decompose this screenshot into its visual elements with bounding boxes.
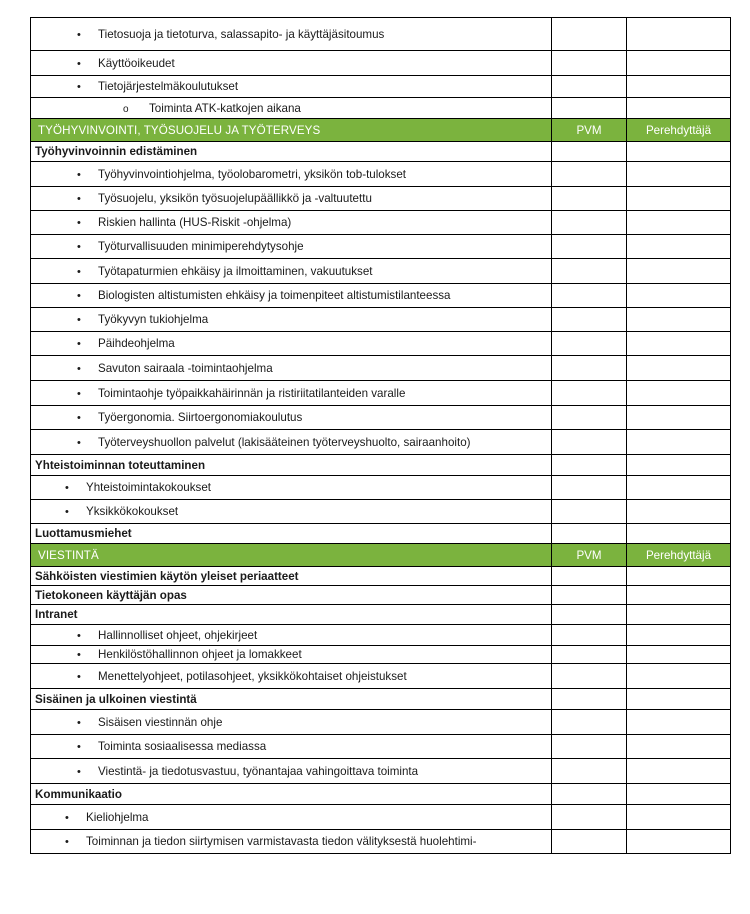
checklist-item-row (31, 646, 731, 664)
item-text: Tietosuoja ja tietoturva, salassapito- ja käyttäjäsitoumus (98, 27, 385, 41)
bullet-icon (77, 80, 89, 93)
date-cell[interactable] (552, 500, 627, 524)
date-cell[interactable] (552, 476, 627, 500)
date-cell[interactable] (552, 235, 627, 259)
date-cell[interactable] (552, 76, 627, 98)
instructor-cell[interactable] (627, 500, 731, 524)
date-cell[interactable] (552, 625, 627, 646)
checklist-item-row (31, 805, 731, 830)
checklist-item-row (31, 18, 731, 51)
subheading-row (31, 689, 731, 710)
subheading-text: Intranet (31, 605, 552, 625)
checklist-item-row (31, 406, 731, 430)
checklist-item-row (31, 259, 731, 284)
instructor-cell[interactable] (627, 710, 731, 735)
date-cell[interactable] (552, 784, 627, 805)
checklist-item-row (31, 162, 731, 187)
checklist-item-row (31, 476, 731, 500)
checklist-item-row (31, 735, 731, 759)
bullet-icon (77, 57, 89, 70)
date-cell[interactable] (552, 759, 627, 784)
bullet-icon (65, 811, 77, 824)
bullet-icon (77, 216, 89, 229)
instructor-cell[interactable] (627, 784, 731, 805)
bullet-icon (77, 629, 89, 642)
date-cell[interactable] (552, 356, 627, 381)
subheading-text: Luottamusmiehet (31, 524, 552, 544)
checklist-item-row (31, 51, 731, 76)
subheading-text: Yhteistoiminnan toteuttaminen (31, 455, 552, 476)
date-cell[interactable] (552, 284, 627, 308)
item-text: Biologisten altistumisten ehkäisy ja toimenpiteet altistumistilanteessa (98, 289, 451, 302)
subheading-text: Sähköisten viestimien käytön yleiset periaatteet (31, 567, 552, 586)
bullet-icon (77, 387, 89, 400)
perehdyttaja-column-header: Perehdyttäjä (627, 119, 731, 142)
date-cell[interactable] (552, 830, 627, 854)
instructor-cell[interactable] (627, 759, 731, 784)
subheading-text: Tietokoneen käyttäjän opas (31, 586, 552, 605)
bullet-icon (77, 192, 89, 205)
item-text: Toimintaohje työpaikkahäirinnän ja ristiriitatilanteiden varalle (98, 386, 406, 400)
checklist-item-row (31, 211, 731, 235)
instructor-cell[interactable] (627, 625, 731, 646)
checklist-item-row (31, 76, 731, 98)
instructor-cell[interactable] (627, 142, 731, 162)
item-text: Henkilöstöhallinnon ohjeet ja lomakkeet (98, 648, 302, 661)
date-cell[interactable] (552, 259, 627, 284)
instructor-cell[interactable] (627, 332, 731, 356)
checklist-item-row (31, 381, 731, 406)
subheading-row (31, 605, 731, 625)
instructor-cell[interactable] (627, 211, 731, 235)
subheading-row (31, 784, 731, 805)
bullet-icon (77, 168, 89, 181)
date-cell[interactable] (552, 211, 627, 235)
date-cell[interactable] (552, 142, 627, 162)
item-text: Työsuojelu, yksikön työsuojelupäällikkö ja -valtuutettu (98, 192, 372, 205)
instructor-cell[interactable] (627, 689, 731, 710)
instructor-cell[interactable] (627, 308, 731, 332)
item-text: Työtapaturmien ehkäisy ja ilmoittaminen, vakuutukset (98, 264, 373, 278)
subheading-text: Kommunikaatio (31, 784, 552, 805)
checklist-item-row (31, 664, 731, 689)
date-cell[interactable] (552, 381, 627, 406)
item-text: Yksikkökokoukset (86, 505, 179, 518)
instructor-cell[interactable] (627, 259, 731, 284)
checklist-item-row (31, 308, 731, 332)
section-header-row (31, 544, 731, 567)
date-cell[interactable] (552, 98, 627, 119)
checklist-item-row (31, 500, 731, 524)
instructor-cell[interactable] (627, 18, 731, 51)
instructor-cell[interactable] (627, 805, 731, 830)
subheading-text: Työhyvinvoinnin edistäminen (31, 142, 552, 162)
date-cell[interactable] (552, 524, 627, 544)
instructor-cell[interactable] (627, 605, 731, 625)
item-text: Sisäisen viestinnän ohje (98, 715, 223, 729)
item-text: Kieliohjelma (86, 810, 149, 824)
date-cell[interactable] (552, 308, 627, 332)
subheading-row (31, 586, 731, 605)
item-text: Toiminnan ja tiedon siirtymisen varmistavasta tiedon välityksestä huolehtimi- (86, 835, 477, 848)
checklist-item-row (31, 830, 731, 854)
bullet-icon (77, 313, 89, 326)
checklist-item-row (31, 710, 731, 735)
checklist-item-row (31, 759, 731, 784)
bullet-icon (77, 240, 89, 253)
date-cell[interactable] (552, 406, 627, 430)
subheading-text: Sisäinen ja ulkoinen viestintä (31, 689, 552, 710)
subheading-row (31, 524, 731, 544)
item-text: Hallinnolliset ohjeet, ohjekirjeet (98, 628, 258, 642)
bullet-icon (77, 740, 89, 753)
item-text: Tietojärjestelmäkoulutukset (98, 80, 239, 93)
bullet-icon (77, 337, 89, 350)
item-text: Menettelyohjeet, potilasohjeet, yksikkökohtaiset ohjeistukset (98, 669, 407, 683)
bullet-icon (77, 411, 89, 424)
instructor-cell[interactable] (627, 664, 731, 689)
pvm-column-header: PVM (552, 119, 627, 142)
date-cell[interactable] (552, 664, 627, 689)
date-cell[interactable] (552, 51, 627, 76)
item-text: Käyttöoikeudet (98, 56, 175, 70)
checklist-item-row (31, 356, 731, 381)
bullet-icon (77, 289, 89, 302)
date-cell[interactable] (552, 586, 627, 605)
instructor-cell[interactable] (627, 51, 731, 76)
instructor-cell[interactable] (627, 567, 731, 586)
date-cell[interactable] (552, 162, 627, 187)
date-cell[interactable] (552, 735, 627, 759)
section-header-row (31, 119, 731, 142)
checklist-item-row (31, 332, 731, 356)
bullet-icon (77, 436, 89, 449)
bullet-icon (77, 765, 89, 778)
item-text: Päihdeohjelma (98, 337, 175, 350)
item-text: Riskien hallinta (HUS-Riskit -ohjelma) (98, 216, 292, 229)
pvm-column-header: PVM (552, 544, 627, 567)
checklist-item-row (31, 235, 731, 259)
instructor-cell[interactable] (627, 98, 731, 119)
date-cell[interactable] (552, 567, 627, 586)
item-text: Savuton sairaala -toimintaohjelma (98, 361, 273, 375)
item-text: Yhteistoimintakokoukset (86, 481, 212, 494)
instructor-cell[interactable] (627, 284, 731, 308)
instructor-cell[interactable] (627, 406, 731, 430)
instructor-cell[interactable] (627, 430, 731, 455)
instructor-cell[interactable] (627, 235, 731, 259)
instructor-cell[interactable] (627, 830, 731, 854)
date-cell[interactable] (552, 455, 627, 476)
instructor-cell[interactable] (627, 187, 731, 211)
section-title: VIESTINTÄ (31, 544, 552, 567)
item-text: Työhyvinvointiohjelma, työolobarometri, yksikön tob-tulokset (98, 167, 407, 181)
date-cell[interactable] (552, 605, 627, 625)
date-cell[interactable] (552, 710, 627, 735)
section-title: TYÖHYVINVOINTI, TYÖSUOJELU JA TYÖTERVEYS (31, 119, 552, 142)
bullet-icon (65, 481, 77, 494)
instructor-cell[interactable] (627, 76, 731, 98)
instructor-cell[interactable] (627, 455, 731, 476)
subheading-row (31, 567, 731, 586)
bullet-icon (77, 265, 89, 278)
date-cell[interactable] (552, 18, 627, 51)
perehdyttaja-column-header: Perehdyttäjä (627, 544, 731, 567)
date-cell[interactable] (552, 332, 627, 356)
date-cell[interactable] (552, 430, 627, 455)
item-text: Työterveyshuollon palvelut (lakisääteinen työterveyshuolto, sairaanhoito) (98, 435, 471, 449)
instructor-cell[interactable] (627, 524, 731, 544)
item-text: Työkyvyn tukiohjelma (98, 313, 209, 326)
checklist-item-row (31, 625, 731, 646)
bullet-icon (77, 362, 89, 375)
bullet-icon (77, 648, 89, 661)
instructor-cell[interactable] (627, 646, 731, 664)
date-cell[interactable] (552, 187, 627, 211)
subheading-row (31, 142, 731, 162)
item-text: Viestintä- ja tiedotusvastuu, työnantajaa vahingoittava toiminta (98, 764, 419, 778)
instructor-cell[interactable] (627, 381, 731, 406)
bullet-icon (77, 716, 89, 729)
checklist-item-row (31, 98, 731, 119)
instructor-cell[interactable] (627, 735, 731, 759)
bullet-icon (65, 835, 77, 848)
item-text: Toiminta ATK-katkojen aikana (149, 101, 301, 115)
checklist-item-row (31, 430, 731, 455)
bullet-icon (65, 505, 77, 518)
instructor-cell[interactable] (627, 476, 731, 500)
instructor-cell[interactable] (627, 586, 731, 605)
circle-bullet-icon (123, 102, 135, 115)
item-text: Toiminta sosiaalisessa mediassa (98, 740, 267, 753)
item-text: Työturvallisuuden minimiperehdytysohje (98, 240, 304, 253)
date-cell[interactable] (552, 805, 627, 830)
checklist-item-row (31, 187, 731, 211)
date-cell[interactable] (552, 689, 627, 710)
instructor-cell[interactable] (627, 356, 731, 381)
checklist-item-row (31, 284, 731, 308)
subheading-row (31, 455, 731, 476)
date-cell[interactable] (552, 646, 627, 664)
item-text: Työergonomia. Siirtoergonomiakoulutus (98, 411, 303, 424)
instructor-cell[interactable] (627, 162, 731, 187)
bullet-icon (77, 670, 89, 683)
bullet-icon (77, 28, 89, 41)
orientation-checklist-table (30, 17, 731, 854)
